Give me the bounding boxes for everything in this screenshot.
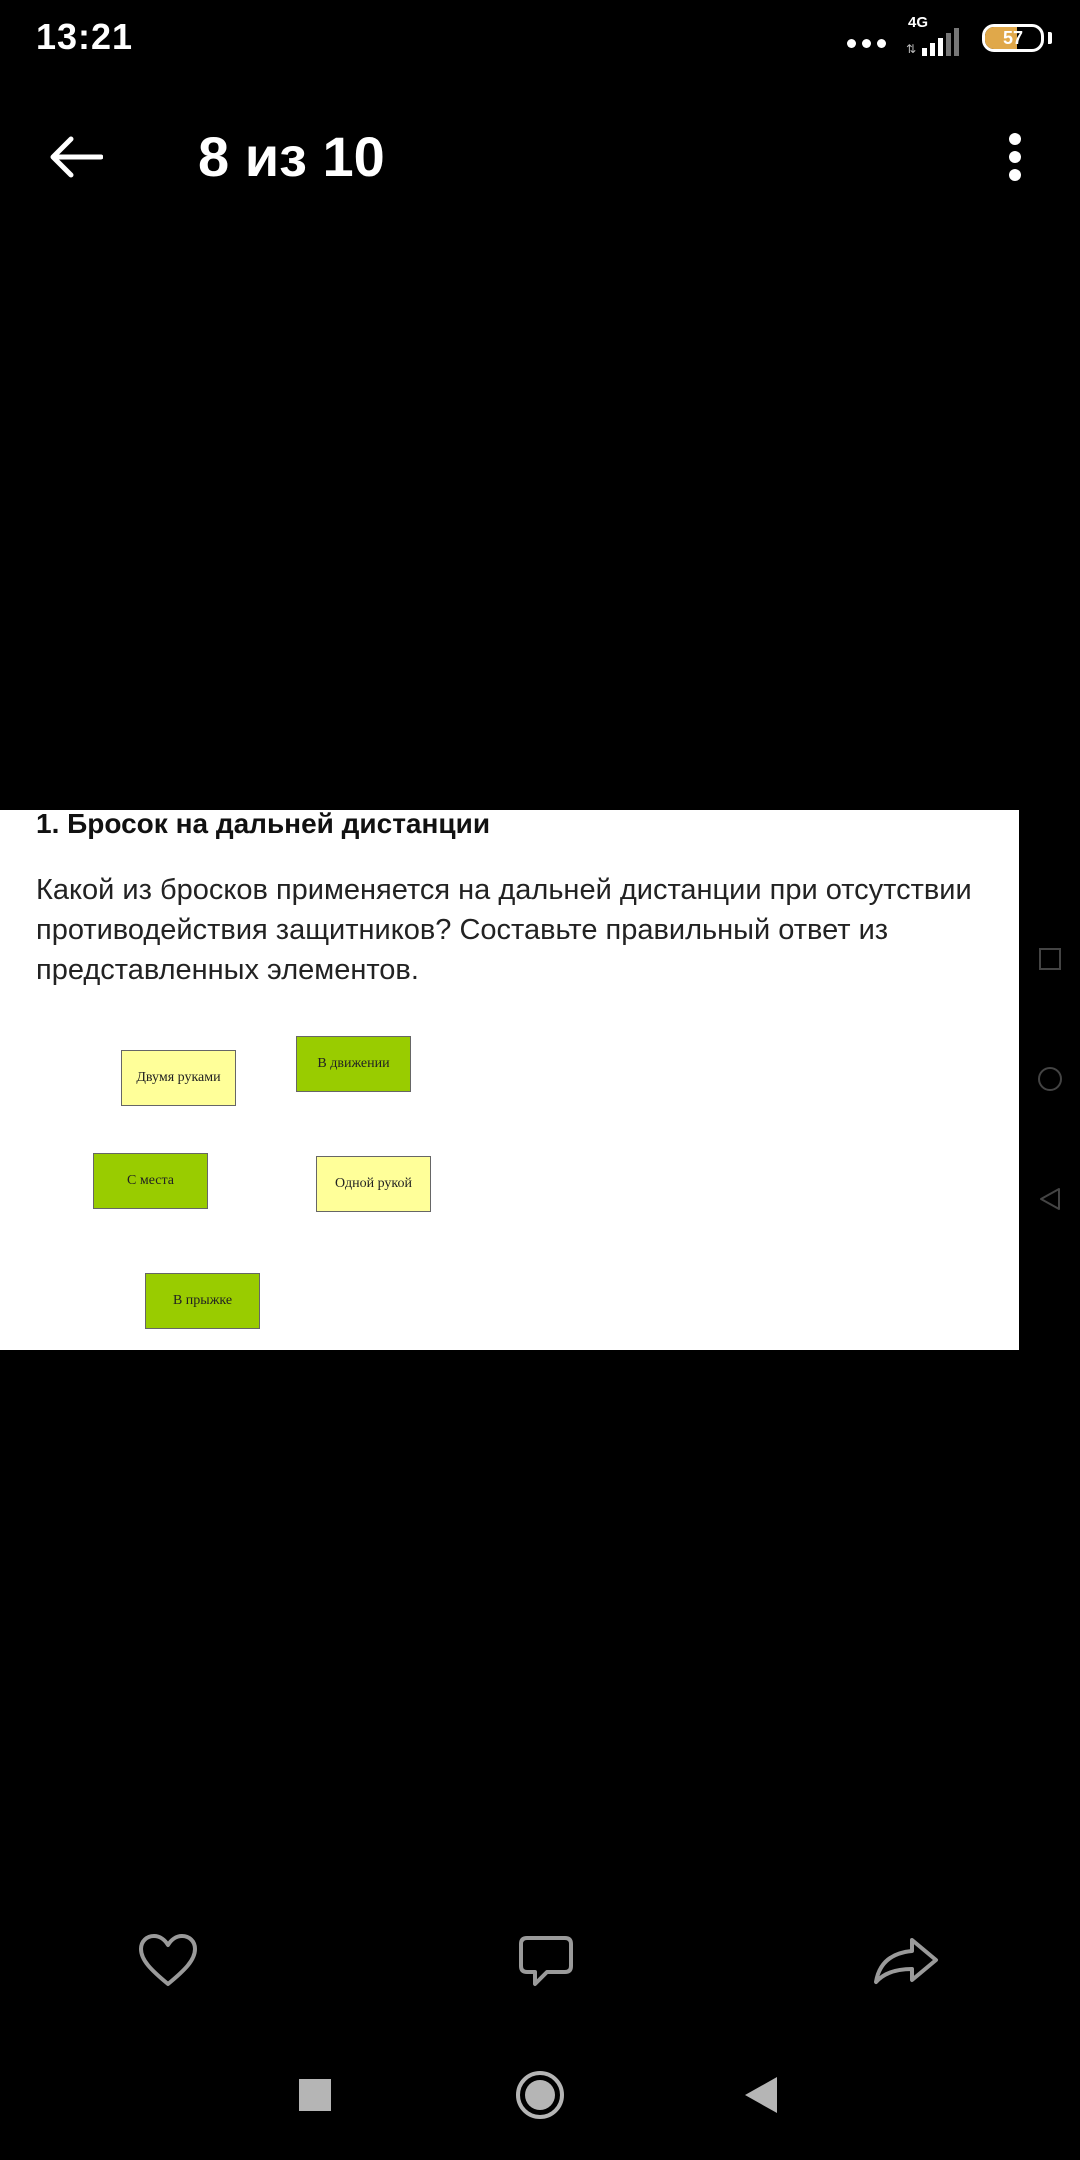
answer-tile-two-hands: Двумя руками: [121, 1050, 236, 1106]
circle-icon: [514, 2069, 566, 2121]
network-signal-icon: [904, 14, 964, 58]
back-button[interactable]: [40, 122, 110, 192]
heart-icon: [137, 1932, 199, 1988]
action-bar: [0, 1920, 1080, 2010]
ghost-triangle-icon: [1032, 1181, 1068, 1217]
ghost-square-icon: [1032, 941, 1068, 977]
question-title: 1. Бросок на дальней дистанции: [36, 810, 491, 839]
battery-level: 57: [1002, 28, 1024, 48]
home-button[interactable]: [505, 2060, 575, 2130]
square-icon: [298, 2078, 332, 2112]
system-navigation-bar: [0, 2060, 1080, 2130]
answer-tile-in-motion: В движении: [296, 1036, 411, 1092]
comment-button[interactable]: [506, 1920, 586, 2000]
notification-dots-icon: [847, 39, 886, 48]
answer-tile-standing: С места: [93, 1153, 208, 1209]
status-bar: [0, 0, 1080, 78]
share-button[interactable]: [866, 1920, 946, 2000]
status-icons: [847, 14, 1044, 58]
share-icon: [872, 1934, 940, 1986]
page-counter-title: 8 из 10: [198, 125, 385, 188]
app-bar: [0, 100, 1080, 212]
answer-tile-jump: В прыжке: [145, 1273, 260, 1329]
network-type: 4G: [908, 14, 929, 31]
more-options-button[interactable]: [990, 122, 1040, 192]
ghost-circle-icon: [1032, 1061, 1068, 1097]
battery-icon: [982, 24, 1044, 52]
arrow-left-icon: [47, 135, 103, 179]
more-vertical-icon: [1008, 132, 1022, 182]
data-arrows-icon: ⇅: [906, 42, 917, 56]
answer-tile-one-hand: Одной рукой: [316, 1156, 431, 1212]
like-button[interactable]: [128, 1920, 208, 2000]
triangle-back-icon: [743, 2075, 779, 2115]
status-time: 13:21: [36, 16, 134, 57]
system-back-button[interactable]: [726, 2060, 796, 2130]
question-text: Какой из бросков применяется на дальней дистанции при отсутствии противодействия защитников? Составьте правильный ответ из представленных элементов.: [36, 874, 972, 986]
comment-icon: [517, 1932, 575, 1988]
recent-apps-button[interactable]: [280, 2060, 350, 2130]
content-image[interactable]: [0, 810, 1019, 1350]
